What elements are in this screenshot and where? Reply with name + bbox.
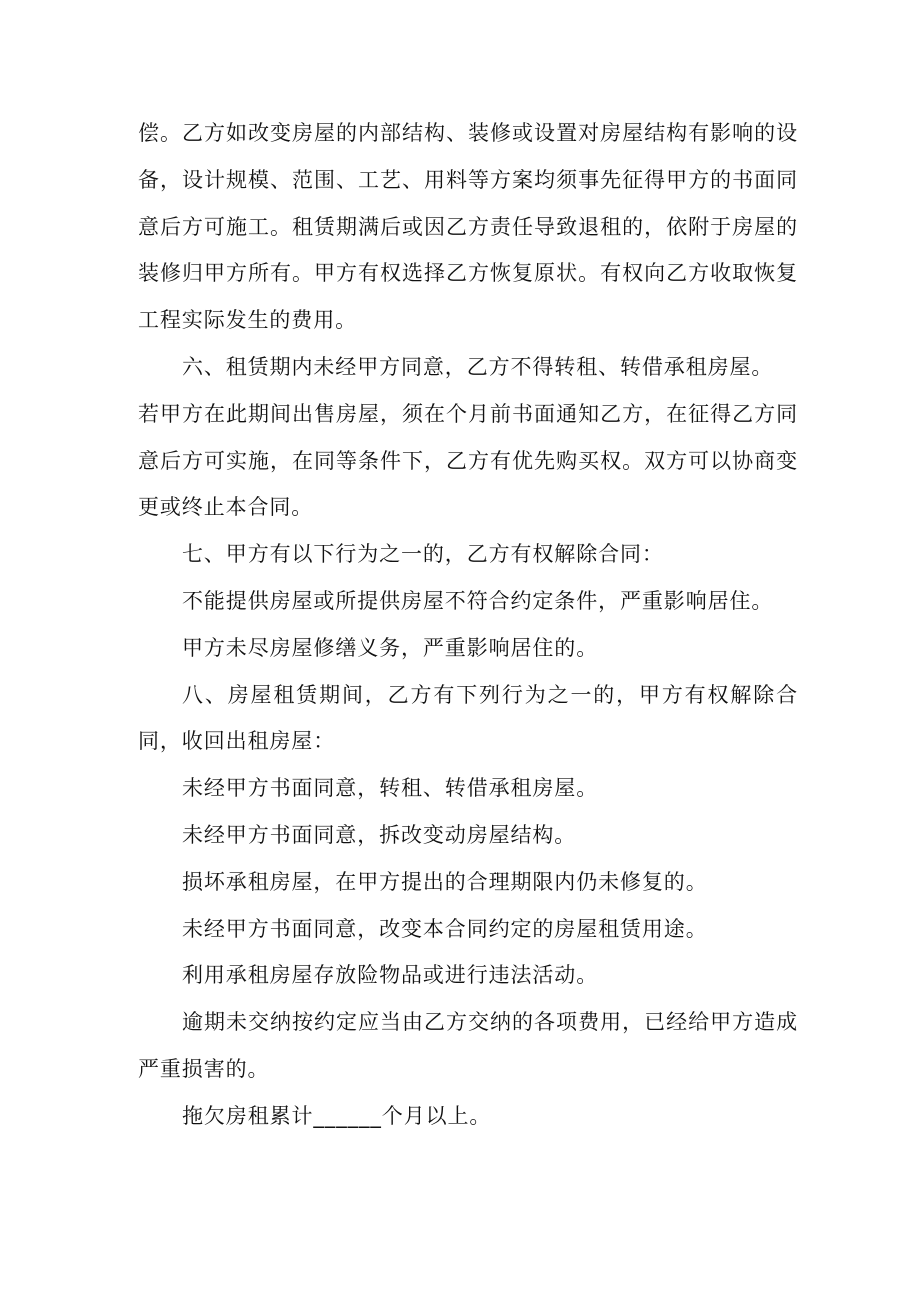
paragraph-clause-8-item-6: 逾期未交纳按约定应当由乙方交纳的各项费用，已经给甲方造成严重损害的。 (138, 1010, 798, 1081)
paragraph-clause-7-item-1: 不能提供房屋或所提供房屋不符合约定条件，严重影响居住。 (182, 588, 774, 613)
paragraph-clause-7: 七、甲方有以下行为之一的，乙方有权解除合同： (182, 542, 664, 567)
paragraph-clause-8-item-7: 拖欠房租累计______个月以上。 (182, 1103, 492, 1128)
paragraph-clause-8-item-1: 未经甲方书面同意，转租、转借承租房屋。 (182, 776, 599, 801)
paragraph-sale-notice: 若甲方在此期间出售房屋，须在个月前书面通知乙方，在征得乙方同意后方可实施，在同等条件下，乙方有优先购买权。双方可以协商变更或终止本合同。 (138, 401, 798, 520)
paragraph-clause-8-item-3: 损坏承租房屋，在甲方提出的合理期限内仍未修复的。 (182, 869, 708, 894)
paragraph-clause-8-item-2: 未经甲方书面同意，拆改变动房屋结构。 (182, 822, 577, 847)
paragraph-clause-8: 八、房屋租赁期间，乙方有下列行为之一的，甲方有权解除合同，收回出租房屋： (138, 682, 798, 754)
paragraph-clause-7-item-2: 甲方未尽房屋修缮义务，严重影响居住的。 (182, 635, 599, 660)
paragraph-clause-8-item-5: 利用承租房屋存放险物品或进行违法活动。 (182, 963, 599, 988)
paragraph-clause-6: 六、租赁期内未经甲方同意，乙方不得转租、转借承租房屋。 (182, 354, 774, 379)
document-body (138, 110, 798, 1140)
paragraph-clause-8-item-4: 未经甲方书面同意，改变本合同约定的房屋租赁用途。 (182, 916, 708, 941)
paragraph-repair-clause-continuation: 偿。乙方如改变房屋的内部结构、装修或设置对房屋结构有影响的设备，设计规模、范围、工艺、用料等方案均须事先征得甲方的书面同意后方可施工。租赁期满后或因乙方责任导致退租的，依附于房屋的装修归甲方所有。甲方有权选择乙方恢复原状。有权向乙方收取恢复工程实际发生的费用。 (138, 121, 798, 333)
